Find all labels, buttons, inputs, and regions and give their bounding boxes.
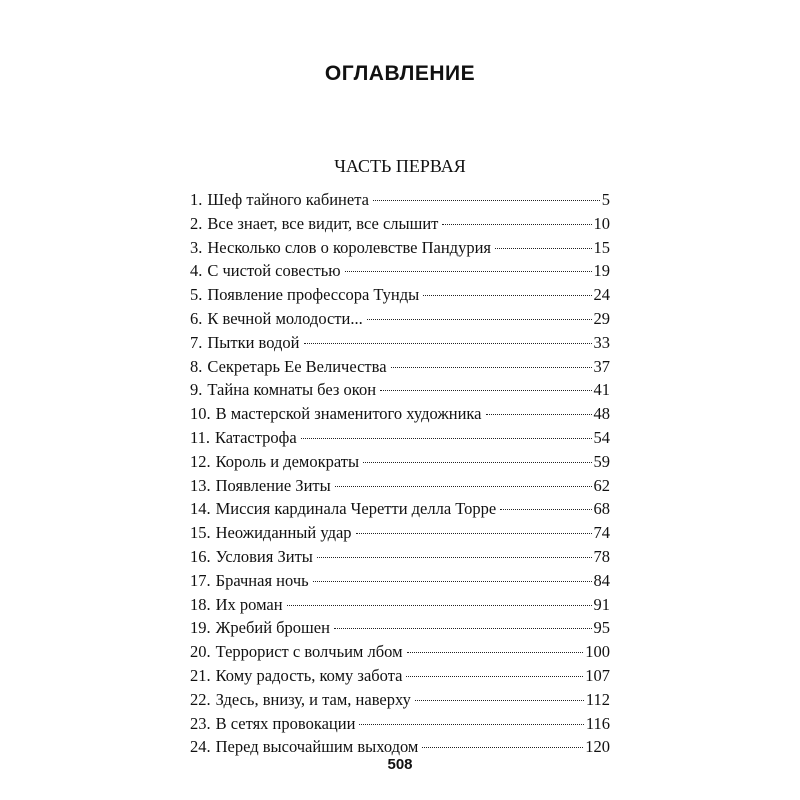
entry-title: Появление профессора Тунды	[207, 285, 420, 305]
toc-entry	[190, 688, 610, 712]
entry-page: 62	[593, 475, 610, 495]
dot-leader	[407, 652, 584, 653]
entry-page: 78	[593, 546, 610, 566]
toc-entry	[190, 355, 610, 379]
entry-title: Король и демократы	[215, 451, 360, 471]
entry-title: Пытки водой	[207, 332, 300, 352]
entry-number: 1.	[190, 190, 203, 209]
dot-leader	[406, 676, 583, 677]
toc-entry	[190, 569, 610, 593]
entry-title: Их роман	[215, 594, 283, 614]
entry-number: 4.	[190, 261, 203, 281]
toc-entry	[190, 664, 610, 688]
dot-leader	[367, 319, 592, 320]
dot-leader	[500, 509, 591, 510]
entry-number: 2.	[190, 213, 203, 233]
entry-page: 74	[593, 523, 610, 543]
entry-page: 24	[593, 285, 610, 305]
entry-number: 18.	[190, 594, 211, 614]
toc-entry	[190, 616, 610, 640]
toc-entry	[190, 545, 610, 569]
entry-title: Кому радость, кому забота	[215, 665, 403, 685]
dot-leader	[495, 248, 592, 249]
dot-leader	[313, 581, 592, 582]
toc-entry	[190, 521, 610, 545]
entry-number: 24.	[190, 737, 211, 757]
entry-page: 10	[593, 213, 610, 233]
entry-page: 33	[593, 332, 610, 352]
entry-title: Тайна комнаты без окон	[207, 380, 377, 400]
entry-title: Катастрофа	[215, 427, 297, 447]
entry-number: 10.	[190, 404, 211, 424]
entry-title: Здесь, внизу, и там, наверху	[215, 689, 411, 709]
dot-leader	[301, 438, 592, 439]
dot-leader	[304, 343, 592, 344]
entry-page: 107	[585, 665, 610, 685]
entry-page: 15	[593, 237, 610, 257]
toc-entry	[190, 378, 610, 402]
entry-title: С чистой совестью	[207, 261, 341, 281]
dot-leader	[422, 747, 583, 748]
entry-number: 20.	[190, 642, 211, 662]
entry-page: 5	[601, 190, 610, 209]
dot-leader	[287, 605, 592, 606]
entry-title: Жребий брошен	[215, 618, 330, 638]
entry-title: Несколько слов о королевстве Пандурия	[207, 237, 491, 257]
entry-number: 15.	[190, 523, 211, 543]
entry-number: 21.	[190, 665, 211, 685]
entry-title: Террорист с волчьим лбом	[215, 642, 403, 662]
toc-entry	[190, 450, 610, 474]
toc-entry	[190, 331, 610, 355]
entry-title: Условия Зиты	[215, 546, 313, 566]
entry-number: 8.	[190, 356, 203, 376]
page-number: 508	[387, 756, 413, 773]
entry-page: 120	[585, 737, 610, 757]
dot-leader	[391, 367, 592, 368]
toc-entry	[190, 188, 610, 212]
entry-title: Перед высочайшим выходом	[215, 737, 419, 757]
table-of-contents	[190, 188, 610, 759]
entry-number: 23.	[190, 713, 211, 733]
entry-number: 5.	[190, 285, 203, 305]
entry-number: 7.	[190, 332, 203, 352]
toc-entry	[190, 402, 610, 426]
toc-entry	[190, 283, 610, 307]
dot-leader	[373, 200, 600, 201]
entry-title: Появление Зиты	[215, 475, 331, 495]
dot-leader	[334, 628, 592, 629]
dot-leader	[423, 295, 591, 296]
page-title: ОГЛАВЛЕНИЕ	[324, 62, 476, 85]
toc-entry	[190, 474, 610, 498]
toc-entry	[190, 426, 610, 450]
toc-entry	[190, 307, 610, 331]
toc-entry	[190, 259, 610, 283]
entry-page: 48	[593, 404, 610, 424]
entry-title: Миссия кардинала Черетти делла Торре	[215, 499, 497, 519]
entry-page: 54	[593, 427, 610, 447]
entry-title: Неожиданный удар	[215, 523, 352, 543]
toc-entry	[190, 236, 610, 260]
toc-entry	[190, 212, 610, 236]
entry-page: 116	[585, 713, 610, 733]
entry-page: 91	[593, 594, 610, 614]
entry-number: 6.	[190, 308, 203, 328]
entry-page: 100	[585, 642, 610, 662]
entry-page: 112	[585, 689, 610, 709]
entry-page: 19	[593, 261, 610, 281]
dot-leader	[356, 533, 592, 534]
entry-title: Все знает, все видит, все слышит	[207, 213, 439, 233]
entry-title: В мастерской знаменитого художника	[215, 404, 482, 424]
entry-page: 68	[593, 499, 610, 519]
entry-title: Брачная ночь	[215, 570, 309, 590]
toc-entry	[190, 712, 610, 736]
dot-leader	[345, 271, 592, 272]
entry-number: 19.	[190, 618, 211, 638]
entry-number: 22.	[190, 689, 211, 709]
entry-number: 9.	[190, 380, 203, 400]
entry-number: 13.	[190, 475, 211, 495]
entry-number: 3.	[190, 237, 203, 257]
entry-title: Секретарь Ее Величества	[207, 356, 387, 376]
toc-entry	[190, 593, 610, 617]
dot-leader	[363, 462, 591, 463]
dot-leader	[335, 486, 592, 487]
part-title: ЧАСТЬ ПЕРВАЯ	[334, 156, 466, 176]
entry-title: К вечной молодости...	[207, 308, 363, 328]
entry-number: 11.	[190, 427, 211, 447]
dot-leader	[442, 224, 591, 225]
entry-page: 41	[593, 380, 610, 400]
entry-number: 16.	[190, 546, 211, 566]
entry-title: Шеф тайного кабинета	[207, 190, 369, 209]
toc-entry	[190, 497, 610, 521]
dot-leader	[317, 557, 592, 558]
entry-title: В сетях провокации	[215, 713, 356, 733]
dot-leader	[359, 724, 583, 725]
entry-number: 14.	[190, 499, 211, 519]
entry-page: 84	[593, 570, 610, 590]
toc-entry	[190, 640, 610, 664]
dot-leader	[486, 414, 592, 415]
entry-page: 95	[593, 618, 610, 638]
dot-leader	[380, 390, 591, 391]
entry-page: 37	[593, 356, 610, 376]
entry-number: 17.	[190, 570, 211, 590]
dot-leader	[415, 700, 584, 701]
entry-number: 12.	[190, 451, 211, 471]
entry-page: 59	[593, 451, 610, 471]
entry-page: 29	[593, 308, 610, 328]
